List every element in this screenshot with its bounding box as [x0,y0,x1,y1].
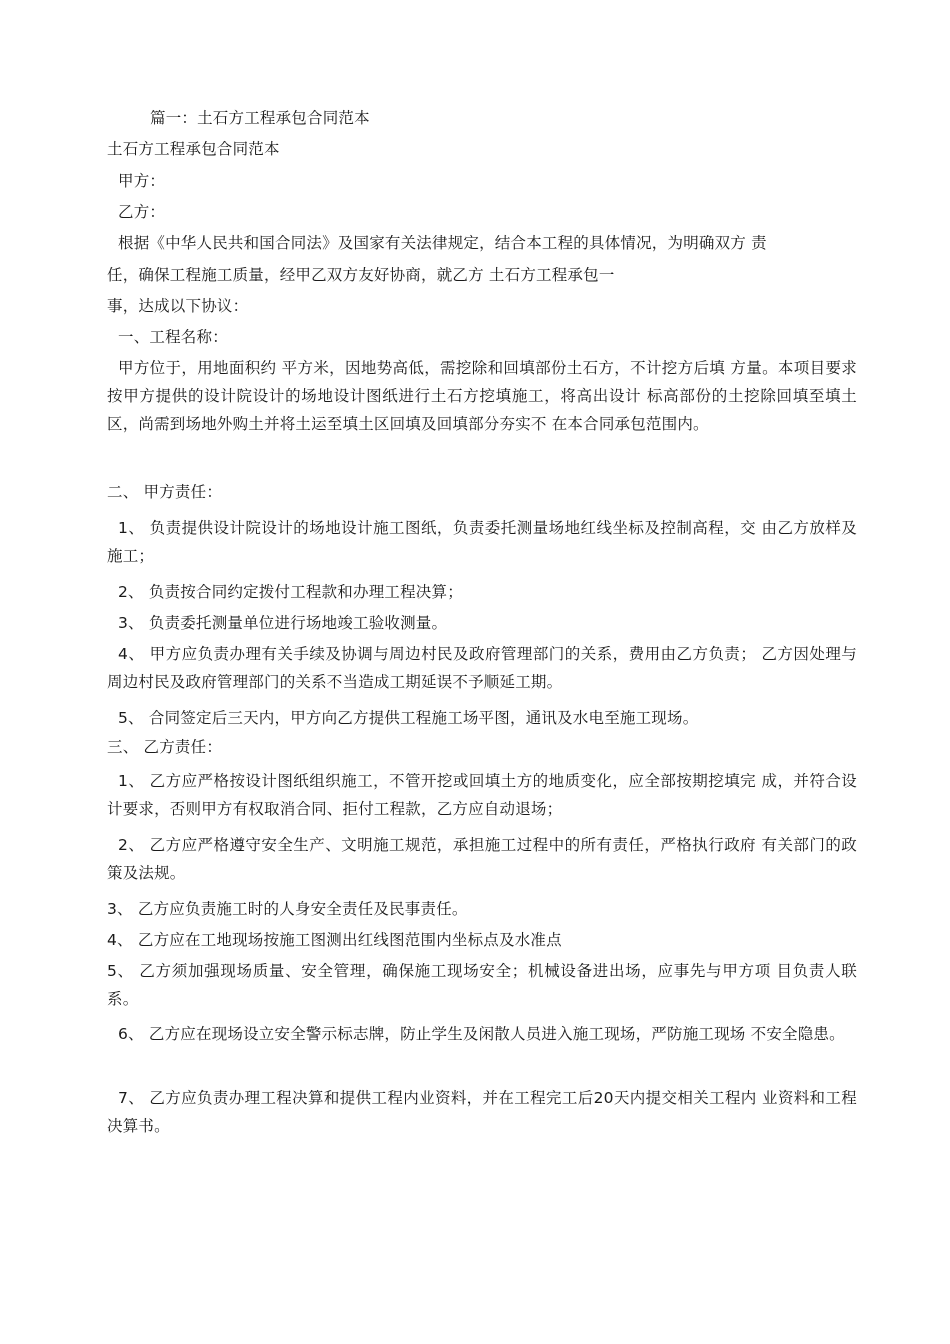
section-2-item-5: 5、 合同签定后三天内，甲方向乙方提供工程施工场平图，通讯及水电至施工现场。 [118,709,699,727]
doc-title: 土石方工程承包合同范本 [107,140,280,158]
section-1-body: 甲方位于，用地面积约 平方米，因地势高低，需挖除和回填部份土石方，不计挖方后填 方量。本项目要求按甲方提供的设计院设计的场地设计图纸进行土石方挖填施工，将高出设计 标高部份的土挖除回填至填土区，尚需到场地外购土并将土运至填土区回填及回填部分夯实不 在本合同承包范围内。 [107,359,857,433]
section-3-item-6: 6、 乙方应在现场设立安全警示标志牌，防止学生及闲散人员进入施工现场，严防施工现场 不安全隐患。 [118,1025,845,1043]
section-3-item-5: 5、 乙方须加强现场质量、安全管理，确保施工现场安全；机械设备进出场，应事先与甲方项 目负责人联系。 [107,962,857,1008]
intro-line-2: 任，确保工程施工质量，经甲乙双方友好协商，就乙方 土石方工程承包一 [107,266,615,284]
section-2-item-4: 4、 甲方应负责办理有关手续及协调与周边村民及政府管理部门的关系，费用由乙方负责； 乙方因处理与周边村民及政府管理部门的关系不当造成工期延误不予顺延工期。 [107,645,857,691]
section-3-item-3: 3、 乙方应负责施工时的人身安全责任及民事责任。 [107,900,468,918]
section-3-item-4: 4、 乙方应在工地现场按施工图测出红线图范围内坐标点及水准点 [107,931,562,949]
party-b-label: 乙方： [118,203,166,221]
section-3-title: 三、 乙方责任： [107,738,223,756]
intro-line-3: 事，达成以下协议： [107,297,249,315]
doc-heading: 篇一：土石方工程承包合同范本 [150,109,370,127]
section-3-item-1: 1、 乙方应严格按设计图纸组织施工，不管开挖或回填土方的地质变化，应全部按期挖填完 成，并符合设计要求，否则甲方有权取消合同、拒付工程款，乙方应自动退场； [107,772,857,818]
section-2-item-2: 2、 负责按合同约定拨付工程款和办理工程决算； [118,583,463,601]
section-3-item-2: 2、 乙方应严格遵守安全生产、文明施工规范，承担施工过程中的所有责任，严格执行政府 有关部门的政策及法规。 [107,836,857,882]
section-1-title: 一、工程名称： [118,328,228,346]
section-3-item-7: 7、 乙方应负责办理工程决算和提供工程内业资料，并在工程完工后20天内提交相关工程内 业资料和工程决算书。 [107,1089,857,1135]
section-2-item-3: 3、 负责委托测量单位进行场地竣工验收测量。 [118,614,448,632]
intro-line-1: 根据《中华人民共和国合同法》及国家有关法律规定，结合本工程的具体情况，为明确双方 责 [118,234,767,252]
party-a-label: 甲方： [118,172,166,190]
section-2-title: 二、 甲方责任： [107,483,223,501]
section-2-item-1: 1、 负责提供设计院设计的场地设计施工图纸，负责委托测量场地红线坐标及控制高程，交 由乙方放样及施工； [107,519,857,565]
